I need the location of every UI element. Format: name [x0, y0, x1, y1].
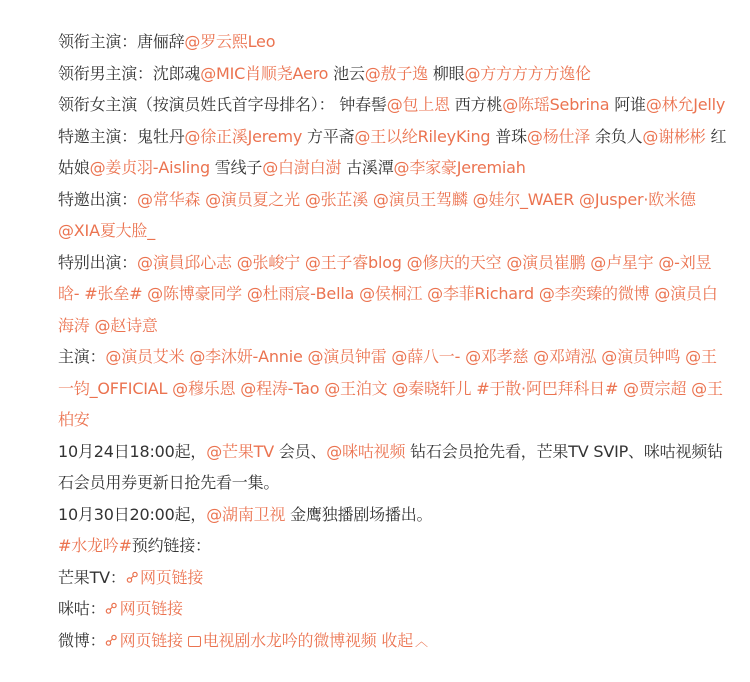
role-name: 鬼牡丹 — [137, 126, 185, 146]
web-link[interactable] — [120, 565, 204, 589]
mention-link[interactable]: @芒果TV — [206, 441, 274, 461]
line-label: 芒果TV： — [58, 567, 126, 587]
mention-link[interactable]: @李奕臻的微博 — [538, 284, 650, 303]
mention-link[interactable]: @杜雨宸-Bella — [246, 284, 355, 303]
mention-link[interactable]: @程涛-Tao — [240, 378, 320, 398]
mention-link[interactable]: @薛八一- — [391, 347, 461, 366]
mention-link[interactable]: @演员艾米 — [105, 347, 185, 366]
role-name: 池云 — [333, 63, 365, 83]
mention-link[interactable]: @-刘昱晗- — [58, 252, 712, 303]
mention-link[interactable]: @包上恩 — [386, 95, 450, 114]
collapse-label: 收起 — [381, 630, 414, 650]
line-label: 特邀主演： — [58, 126, 138, 146]
line-label: 咪咕： — [58, 599, 106, 618]
mention-link[interactable]: @邓孝慈 — [465, 347, 529, 366]
topic-link[interactable]: #张垒# — [84, 284, 143, 303]
migu-link-line — [58, 593, 730, 625]
mention-link[interactable]: @贾宗超 — [623, 378, 687, 398]
mango-link-line — [58, 562, 730, 594]
role-name: 古溪潭 — [346, 158, 394, 177]
role-name: 沈郎魂 — [152, 63, 201, 83]
mention-link[interactable]: @方方方方方逸伦 — [464, 63, 591, 83]
tv-release-line — [58, 499, 730, 531]
mention-link[interactable]: @演员夏之光 — [205, 189, 300, 209]
mention-link[interactable]: @演员钟鸣 — [601, 347, 681, 366]
mention-link[interactable]: @李沐妍-Annie — [189, 347, 303, 366]
mention-link[interactable]: @姜贞羽-Aisling — [89, 158, 210, 177]
mention-link[interactable]: @演员白海涛 — [58, 284, 718, 335]
web-link[interactable] — [100, 597, 183, 620]
lead-female-actors-line — [58, 89, 730, 121]
reservation-text: 预约链接： — [131, 536, 211, 555]
web-link[interactable] — [100, 628, 183, 652]
mention-link[interactable]: @赵诗意 — [94, 315, 158, 335]
line-label: 主演： — [58, 347, 106, 366]
collapse-button[interactable] — [381, 631, 428, 650]
mention-link[interactable]: @咪咕视频 — [326, 441, 406, 461]
role-name: 余负人 — [594, 126, 643, 146]
role-name: 柳眼 — [432, 63, 465, 83]
release-time: 10月24日18:00起， — [58, 441, 207, 461]
mention-link[interactable]: @王一钧_OFFICIAL — [58, 347, 717, 398]
role-name: 方平斋 — [307, 126, 355, 146]
link-icon: ⚯ — [120, 565, 144, 589]
release-text: 钻石会员抢先看，芒果TV SVIP、咪咕视频钻石会员用券更新日抢先看一集。 — [58, 441, 723, 492]
weibo-video-link[interactable] — [188, 631, 377, 650]
web-link-label: 网页链接 — [119, 599, 183, 618]
web-link-label: 网页链接 — [139, 567, 204, 587]
mention-link[interactable]: @修庆的天空 — [406, 252, 502, 272]
line-label: 领衔主演： — [58, 32, 138, 51]
mention-link[interactable]: @湖南卫视 — [206, 504, 286, 524]
mention-link[interactable]: @谢彬彬 — [642, 126, 706, 146]
mention-link[interactable]: @陈瑶Sebrina — [502, 95, 610, 114]
mention-link[interactable]: @王泊文 — [324, 378, 388, 398]
mention-link[interactable]: @演员钟雷 — [307, 347, 387, 366]
mention-link[interactable]: @娃尔_WAER — [472, 189, 575, 209]
release-text: 会员、 — [273, 441, 327, 461]
line-label: 领衔女主演（按演员姓氏首字母排名）： — [58, 95, 335, 114]
mention-link[interactable]: @王以纶RileyKing — [354, 126, 491, 146]
mention-link[interactable]: @演員邱心志 — [137, 252, 232, 272]
weibo-link-line — [58, 625, 730, 659]
line-label: 特别出演： — [58, 252, 138, 272]
mention-link[interactable]: @穆乐恩 — [172, 378, 236, 398]
mention-link[interactable]: @王柏安 — [58, 378, 723, 429]
main-actors-line — [58, 341, 730, 436]
line-label: 领衔男主演： — [58, 63, 153, 83]
mention-link[interactable]: @常华森 — [137, 189, 201, 209]
mention-link[interactable]: @MIC肖顺尧Aero — [200, 63, 329, 83]
mention-link[interactable]: @演员王驾麟 — [372, 189, 468, 209]
mention-link[interactable]: @卢星宇 — [590, 252, 654, 272]
mention-link[interactable]: @罗云熙Leo — [184, 32, 276, 51]
mention-link[interactable]: @Jusper·欧米德 — [579, 189, 696, 209]
mention-link[interactable]: @张芷溪 — [304, 189, 369, 209]
mention-link[interactable]: @秦晓轩儿 — [392, 378, 472, 398]
video-link-label: 电视剧水龙吟的微博视频 — [202, 630, 377, 650]
role-name: 普珠 — [495, 126, 527, 146]
mention-link[interactable]: @李家豪Jeremiah — [393, 158, 526, 177]
online-release-line — [58, 436, 730, 499]
release-time: 10月30日20:00起， — [58, 504, 207, 524]
mention-link[interactable]: @杨仕泽 — [526, 126, 591, 146]
mention-link[interactable]: @徐正溪Jeremy — [184, 126, 303, 146]
special-lead-actors-line — [58, 121, 730, 184]
mention-link[interactable]: @王子睿blog — [304, 252, 402, 272]
reservation-heading — [58, 530, 730, 562]
mention-link[interactable]: @陈博豪同学 — [147, 284, 242, 303]
mention-link[interactable]: @侯桐江 — [359, 284, 423, 303]
topic-link[interactable]: #水龙吟# — [58, 536, 132, 555]
chevron-up-icon: ︿ — [415, 634, 428, 650]
role-name: 西方桃 — [454, 95, 503, 114]
topic-link[interactable]: #于散·阿巴拜科日# — [476, 378, 619, 398]
special-appearance-line — [58, 247, 730, 342]
link-icon: ⚯ — [100, 597, 124, 620]
mention-link[interactable]: @邓靖泓 — [533, 347, 597, 366]
mention-link[interactable]: @演员崔鹏 — [506, 252, 586, 272]
role-name: 钟春髻 — [339, 95, 387, 114]
role-name: 红姑娘 — [58, 126, 727, 177]
role-name: 阿谁 — [614, 95, 646, 114]
lead-male-actors-line — [58, 58, 730, 90]
special-guest-actors-line — [58, 184, 730, 247]
mention-link[interactable]: @白澍白澍 — [262, 158, 342, 177]
line-label: 微博： — [58, 630, 106, 650]
mention-link[interactable]: @张峻宁 — [236, 252, 300, 272]
lead-actor-line — [58, 26, 730, 58]
mention-link[interactable]: @李菲Richard — [427, 284, 534, 303]
video-icon — [188, 636, 201, 647]
mention-link[interactable]: @林允Jelly — [645, 95, 726, 114]
release-text: 金鹰独播剧场播出。 — [285, 504, 433, 524]
mention-link[interactable]: @敖子逸 — [364, 63, 428, 83]
link-icon: ⚯ — [100, 628, 124, 652]
line-label: 特邀出演： — [58, 189, 138, 209]
web-link-label: 网页链接 — [119, 630, 183, 650]
role-name: 唐俪辞 — [137, 32, 185, 51]
role-name: 雪线子 — [214, 158, 263, 177]
mention-link[interactable]: @XIA夏大脸_ — [58, 221, 156, 240]
weibo-post-text — [58, 26, 730, 658]
